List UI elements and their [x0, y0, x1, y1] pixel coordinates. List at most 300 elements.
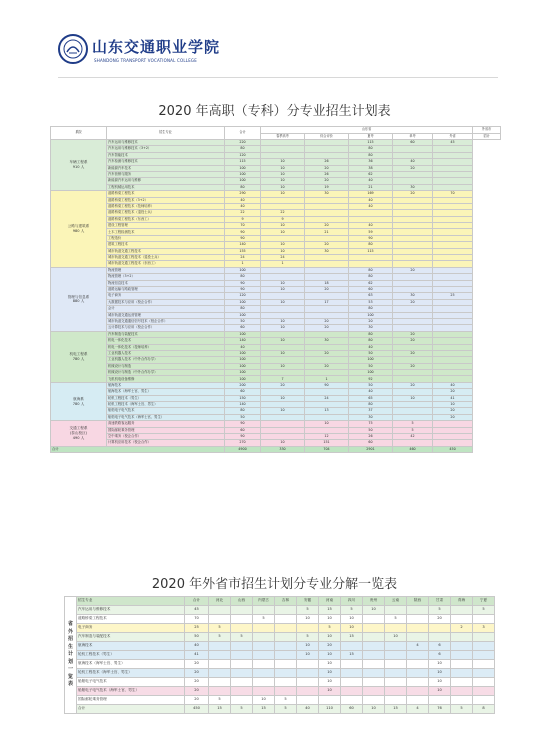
summer-cell: 60: [349, 286, 393, 292]
summer-cell: 100: [349, 312, 393, 318]
total-cell: 90: [225, 421, 261, 427]
summer-cell: 62: [349, 171, 393, 177]
value-cell: 10: [341, 624, 363, 633]
single-cell: 20: [393, 191, 433, 197]
value-cell: 15: [209, 705, 231, 714]
total-cell: 90: [225, 229, 261, 235]
value-cell: [275, 669, 297, 678]
value-cell: [275, 606, 297, 615]
major-name: 计算机应用技术（校企合作）: [107, 440, 225, 446]
value-cell: [253, 669, 275, 678]
school-emblem-icon: [58, 34, 88, 64]
dept-cell: [51, 140, 107, 191]
total-cell: 100: [225, 370, 261, 376]
value-cell: [407, 624, 429, 633]
major-name: 国际邮轮乘务管理: [77, 696, 185, 705]
major-name: 物流管理（3+2）: [107, 274, 225, 280]
value-cell: [407, 669, 429, 678]
summer-cell: 80: [349, 267, 393, 273]
total-cell: 120: [225, 293, 261, 299]
value-cell: [451, 642, 473, 651]
total-cell: 100: [225, 357, 261, 363]
value-cell: [209, 669, 231, 678]
value-cell: [231, 696, 253, 705]
single-cell: 30: [393, 293, 433, 299]
header-sub: 夏考: [349, 133, 393, 140]
spring-cell: 10: [261, 363, 305, 369]
value-cell: 10: [341, 615, 363, 624]
major-name: 工程机械运用技术: [107, 184, 225, 190]
total-cell: 120: [225, 152, 261, 158]
value-cell: [451, 615, 473, 624]
major-name: 机电一体化技术: [107, 338, 225, 344]
value-cell: [231, 615, 253, 624]
major-name: 高速铁路客运服务: [107, 421, 225, 427]
value-cell: 5: [297, 633, 319, 642]
comprehensive-cell: 30: [305, 248, 349, 254]
outer-cell: 70: [433, 191, 473, 197]
value-cell: 5: [297, 606, 319, 615]
value-cell: [385, 687, 407, 696]
value-cell: 20: [185, 678, 209, 687]
header-cell: 贵州: [363, 597, 385, 606]
dept-sub: (泰山校区): [69, 431, 88, 436]
value-cell: 10: [429, 660, 451, 669]
value-cell: [253, 606, 275, 615]
summer-cell: 40: [349, 344, 393, 350]
total-cell: 60: [225, 389, 261, 395]
spring-cell: 10: [261, 184, 305, 190]
outer-cell: 41: [433, 395, 473, 401]
value-cell: [209, 615, 231, 624]
value-cell: 10: [429, 669, 451, 678]
comprehensive-cell: 13: [305, 408, 349, 414]
value-cell: [363, 660, 385, 669]
major-name: 船舶电子电气技术: [107, 408, 225, 414]
value-cell: 10: [363, 606, 385, 615]
value-cell: [297, 696, 319, 705]
value-cell: [363, 687, 385, 696]
spring-cell: 10: [261, 299, 305, 305]
value-cell: 15: [253, 705, 275, 714]
value-cell: [275, 678, 297, 687]
summer-cell: 40: [349, 197, 393, 203]
summer-cell: 50: [349, 350, 393, 356]
header-sub: 外省: [433, 133, 473, 140]
value-cell: 10: [319, 678, 341, 687]
total-cell: 100: [225, 165, 261, 171]
value-cell: [363, 624, 385, 633]
value-cell: 10: [319, 669, 341, 678]
value-cell: [275, 615, 297, 624]
total-value: 2901: [349, 446, 393, 452]
spring-cell: 10: [261, 325, 305, 331]
major-name: 工程造价: [107, 235, 225, 241]
spring-cell: 1: [261, 261, 305, 267]
summer-cell: 80: [349, 331, 393, 337]
value-cell: 10: [385, 633, 407, 642]
single-cell: 60: [393, 140, 433, 146]
summer-cell: 80: [349, 152, 393, 158]
outer-cell: 45: [433, 140, 473, 146]
value-cell: [231, 606, 253, 615]
major-name: 汽车检测与维修技术: [107, 159, 225, 165]
spring-cell: 10: [261, 159, 305, 165]
major-name: 道路桥梁工程技术（技师培养）: [107, 203, 225, 209]
comprehensive-cell: 19: [305, 184, 349, 190]
major-name: 城市轨道交通工程技术（东西工）: [107, 261, 225, 267]
value-cell: 10: [429, 687, 451, 696]
value-cell: [297, 669, 319, 678]
header-outer-sub: 招计: [473, 133, 501, 140]
summer-cell: 115: [349, 248, 393, 254]
summer-cell: 21: [349, 184, 393, 190]
spring-cell: 10: [261, 178, 305, 184]
value-cell: 10: [319, 633, 341, 642]
value-cell: [275, 687, 297, 696]
table2-row: [65, 696, 495, 705]
value-cell: [209, 606, 231, 615]
total-cell: 40: [225, 203, 261, 209]
value-cell: 10: [297, 651, 319, 660]
value-cell: 41: [185, 651, 209, 660]
value-cell: [275, 651, 297, 660]
total-cell: 100: [225, 350, 261, 356]
single-cell: 40: [393, 159, 433, 165]
value-cell: 20: [185, 669, 209, 678]
value-cell: 5: [473, 606, 495, 615]
value-cell: [473, 642, 495, 651]
summer-cell: 115: [349, 140, 393, 146]
header-cell: 宁夏: [473, 597, 495, 606]
dept-count: 780 人: [72, 401, 85, 406]
summer-cell: 20: [349, 318, 393, 324]
spring-cell: 24: [261, 255, 305, 261]
major-name: 机械设计与制造（中外合作办学）: [107, 370, 225, 376]
dept-count: 490 人: [72, 435, 85, 440]
total-cell: 270: [225, 440, 261, 446]
major-name: 船舶电子电气技术: [77, 678, 185, 687]
value-cell: [275, 633, 297, 642]
enrollment-plan-table: [50, 126, 501, 453]
dept-count: 880 人: [72, 299, 85, 304]
header-cell: 河南: [319, 597, 341, 606]
header-cell: 陕西: [407, 597, 429, 606]
value-cell: [451, 660, 473, 669]
total-cell: 9: [225, 216, 261, 222]
spring-cell: 10: [261, 440, 305, 446]
major-name: 船舶电子电气技术（海军士官、男生）: [77, 687, 185, 696]
value-cell: [363, 696, 385, 705]
header-cell: 云南: [385, 597, 407, 606]
value-cell: [253, 687, 275, 696]
total-cell: 60: [225, 427, 261, 433]
header-outer: 外省市: [473, 127, 501, 134]
major-name: 物流信息技术: [107, 280, 225, 286]
single-cell: 5: [393, 427, 433, 433]
value-cell: [209, 687, 231, 696]
spring-cell: 10: [261, 223, 305, 229]
summer-cell: 38: [349, 165, 393, 171]
header-sub: 春季高考: [261, 133, 305, 140]
total-cell: 100: [225, 299, 261, 305]
total-cell: 220: [225, 140, 261, 146]
value-cell: [209, 642, 231, 651]
value-cell: 10: [297, 615, 319, 624]
major-name: 城市轨道交通运营管理: [107, 312, 225, 318]
value-cell: [429, 624, 451, 633]
major-name: 道路桥梁工程技术（东西工）: [107, 216, 225, 222]
value-cell: [231, 678, 253, 687]
value-cell: [209, 660, 231, 669]
header-cell: 青海: [451, 597, 473, 606]
single-cell: 20: [393, 165, 433, 171]
value-cell: [385, 606, 407, 615]
table2-row: [65, 642, 495, 651]
single-cell: 20: [393, 331, 433, 337]
value-cell: [407, 660, 429, 669]
value-cell: [231, 651, 253, 660]
summer-cell: 65: [349, 395, 393, 401]
summer-cell: 60: [349, 440, 393, 446]
table2-row: [65, 606, 495, 615]
comprehensive-cell: 30: [305, 338, 349, 344]
header-major: 招生专业: [107, 127, 225, 140]
summer-cell: 80: [349, 146, 393, 152]
school-name-en: SHANDONG TRANSPORT VOCATIONAL COLLEGE: [94, 58, 197, 63]
value-cell: 60: [341, 705, 363, 714]
value-cell: 2: [451, 624, 473, 633]
major-name: 建设工程管理: [107, 223, 225, 229]
page-header: [0, 0, 549, 80]
total-cell: 80: [225, 306, 261, 312]
value-cell: [341, 660, 363, 669]
total-cell: 40: [225, 197, 261, 203]
value-cell: 450: [185, 705, 209, 714]
single-cell: 20: [393, 350, 433, 356]
outer-cell: 20: [433, 389, 473, 395]
value-cell: [451, 633, 473, 642]
value-cell: [275, 642, 297, 651]
total-cell: 140: [225, 402, 261, 408]
spring-cell: 9: [261, 216, 305, 222]
major-name: 空中乘务（校企合作）: [107, 433, 225, 439]
major-name: 道路桥梁工程技术: [77, 615, 185, 624]
summer-cell: 37: [349, 408, 393, 414]
total-cell: 80: [225, 146, 261, 152]
value-cell: 10: [319, 660, 341, 669]
value-cell: [275, 624, 297, 633]
value-cell: 10: [319, 687, 341, 696]
value-cell: 5: [275, 705, 297, 714]
school-name-cn: 山东交通职业学院: [92, 38, 221, 56]
major-name: 城市轨道交通通信信号技术（校企合作）: [107, 318, 225, 324]
value-cell: 10: [319, 615, 341, 624]
value-cell: [363, 678, 385, 687]
major-name: 轮机工程技术（男生）: [77, 651, 185, 660]
single-cell: 5: [393, 421, 433, 427]
single-cell: 20: [393, 267, 433, 273]
value-cell: 20: [185, 687, 209, 696]
total-cell: 22: [225, 210, 261, 216]
value-cell: [319, 696, 341, 705]
spring-cell: 22: [261, 210, 305, 216]
dept-count: 910 人: [72, 165, 85, 170]
value-cell: [341, 642, 363, 651]
value-cell: [341, 687, 363, 696]
summer-cell: 40: [349, 203, 393, 209]
value-cell: [473, 633, 495, 642]
comprehensive-cell: 20: [305, 165, 349, 171]
value-cell: [231, 660, 253, 669]
comprehensive-cell: 151: [305, 440, 349, 446]
summer-cell: 92: [349, 376, 393, 382]
total-cell: 100: [225, 331, 261, 337]
value-cell: [407, 633, 429, 642]
table2-total-row: [65, 705, 495, 714]
spring-cell: 10: [261, 229, 305, 235]
value-cell: 10: [363, 705, 385, 714]
major-name: 船舶电子电气技术（海军士官、男生）: [107, 414, 225, 420]
single-cell: 30: [393, 184, 433, 190]
table2-row: [65, 669, 495, 678]
total-cell: 90: [225, 280, 261, 286]
value-cell: 40: [297, 705, 319, 714]
value-cell: 20: [429, 615, 451, 624]
value-cell: 5: [253, 615, 275, 624]
dept-cell: [51, 191, 107, 268]
major-name: 航海技术: [77, 642, 185, 651]
table2-row: [65, 624, 495, 633]
header-sub: 单考: [393, 133, 433, 140]
summer-cell: 90: [349, 235, 393, 241]
major-name: 轮机工程技术（海军士官、男生）: [77, 669, 185, 678]
value-cell: [209, 651, 231, 660]
spring-cell: 10: [261, 395, 305, 401]
major-name: 汽车运用与维修技术: [107, 140, 225, 146]
value-cell: [297, 687, 319, 696]
value-cell: [407, 696, 429, 705]
value-cell: [407, 651, 429, 660]
value-cell: 10: [253, 696, 275, 705]
major-name: 道路桥梁工程技术（退役士兵）: [107, 210, 225, 216]
side-label: 省外招生计划一览表: [65, 597, 77, 714]
major-name: 国际邮轮乘务管理: [107, 427, 225, 433]
summer-cell: 100: [349, 357, 393, 363]
dept-cell: [51, 267, 107, 331]
summer-cell: 63: [349, 293, 393, 299]
value-cell: [473, 687, 495, 696]
major-name: 电子商务: [107, 293, 225, 299]
comprehensive-cell: 21: [305, 229, 349, 235]
major-name: 航海技术: [107, 382, 225, 388]
value-cell: [253, 642, 275, 651]
total-cell: 50: [225, 318, 261, 324]
summer-cell: 80: [349, 242, 393, 248]
table2-row: [65, 687, 495, 696]
value-cell: [451, 696, 473, 705]
value-cell: [385, 624, 407, 633]
major-name: 飞机机电设备维修: [107, 376, 225, 382]
summer-cell: 53: [349, 299, 393, 305]
outer-cell: 10: [433, 402, 473, 408]
summer-cell: 80: [349, 338, 393, 344]
major-name: 航海技术（海军士官、男生）: [77, 660, 185, 669]
major-name: 合计: [77, 705, 185, 714]
single-cell: 10: [393, 395, 433, 401]
major-name: 道路桥梁工程技术（3+2）: [107, 197, 225, 203]
value-cell: 10: [297, 642, 319, 651]
total-cell: 40: [225, 344, 261, 350]
summer-cell: 100: [349, 370, 393, 376]
major-name: 道路运输与路政管理: [107, 286, 225, 292]
spring-cell: 10: [261, 350, 305, 356]
value-cell: [297, 624, 319, 633]
total-cell: 140: [225, 242, 261, 248]
value-cell: 5: [429, 606, 451, 615]
spring-cell: 10: [261, 248, 305, 254]
single-cell: 42: [393, 433, 433, 439]
comprehensive-cell: 1: [305, 376, 349, 382]
comprehensive-cell: 90: [305, 382, 349, 388]
value-cell: 5: [385, 615, 407, 624]
dept-cell: [51, 382, 107, 420]
major-name: 汽车营销与服务: [107, 171, 225, 177]
summer-cell: 26: [349, 433, 393, 439]
summer-cell: 30: [349, 325, 393, 331]
out-of-province-table: [64, 596, 495, 714]
header-dept: 系院: [51, 127, 107, 140]
major-name: 会计: [107, 306, 225, 312]
value-cell: [385, 669, 407, 678]
summer-cell: 50: [349, 382, 393, 388]
comprehensive-cell: 18: [305, 280, 349, 286]
major-name: 轮机工程技术（男生）: [107, 395, 225, 401]
comprehensive-cell: 24: [305, 395, 349, 401]
value-cell: [231, 624, 253, 633]
single-cell: 20: [393, 338, 433, 344]
dept-count: 780 人: [72, 356, 85, 361]
total-cell: 100: [225, 171, 261, 177]
comprehensive-cell: 20: [305, 223, 349, 229]
value-cell: [385, 678, 407, 687]
header-shandong: 山东省: [261, 127, 473, 134]
header-cell: 合计: [185, 597, 209, 606]
value-cell: 6: [429, 642, 451, 651]
total-label: 合计: [51, 446, 225, 452]
header-divider: [58, 77, 498, 78]
total-cell: 90: [225, 286, 261, 292]
single-cell: 20: [393, 299, 433, 305]
value-cell: 76: [429, 705, 451, 714]
value-cell: [253, 660, 275, 669]
summer-cell: 80: [349, 402, 393, 408]
value-cell: [451, 651, 473, 660]
value-cell: [385, 651, 407, 660]
spring-cell: 10: [261, 338, 305, 344]
summer-cell: 169: [349, 191, 393, 197]
spring-cell: 10: [261, 165, 305, 171]
value-cell: [253, 633, 275, 642]
summer-cell: 62: [349, 280, 393, 286]
spring-cell: 10: [261, 191, 305, 197]
value-cell: [473, 678, 495, 687]
summer-cell: 75: [349, 421, 393, 427]
major-name: 道路桥梁工程技术: [107, 191, 225, 197]
value-cell: [451, 687, 473, 696]
spring-cell: 10: [261, 280, 305, 286]
outer-cell: 40: [433, 382, 473, 388]
